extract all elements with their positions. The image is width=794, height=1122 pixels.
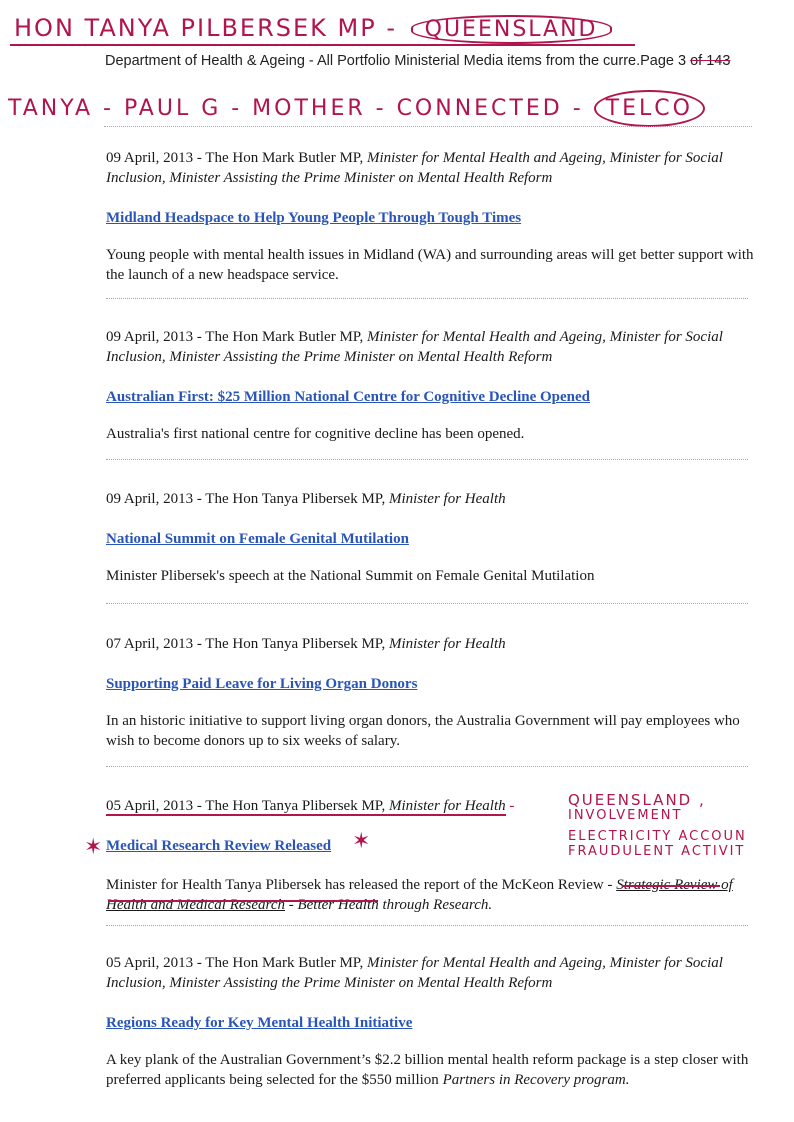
item-description <box>106 1050 756 1090</box>
item-description: Australia's first national centre for cognitive decline has been opened. <box>106 426 525 442</box>
handwritten-side-note <box>568 793 794 859</box>
item-byline-underlined <box>106 798 506 816</box>
handwritten-underline <box>622 885 720 887</box>
item-description: In an historic initiative to support living organ donors, the Australia Government will pay employees who wish to become donors up to six weeks of salary. <box>106 713 740 749</box>
divider <box>106 925 748 926</box>
handwritten-note-text: TANYA - PAUL G - MOTHER - CONNECTED - <box>8 96 584 121</box>
item-description-italic: Partners in Recovery program. <box>442 1072 630 1088</box>
media-item <box>106 148 756 285</box>
item-description-text: A key plank of the Australian Government’s $2.2 billion mental health reform package is a step closer with preferred applicants being selected for the $550 million <box>106 1052 749 1088</box>
media-item <box>106 953 756 1090</box>
item-date-minister: 05 April, 2013 - The Hon Mark Butler MP, <box>106 955 367 971</box>
item-description-text: Minister for Health Tanya Plibersek has released the report of the McKeon Review - <box>106 877 617 893</box>
item-byline <box>106 489 756 509</box>
item-byline <box>106 953 756 993</box>
media-item <box>106 634 756 751</box>
item-byline <box>106 148 756 188</box>
media-item <box>106 327 756 444</box>
item-title-link[interactable]: Supporting Paid Leave for Living Organ Donors <box>106 676 418 692</box>
item-date-minister: 05 April, 2013 - The Hon Tanya Plibersek MP, <box>106 798 389 814</box>
item-byline <box>106 327 756 367</box>
divider <box>106 766 748 767</box>
item-date-minister: 09 April, 2013 - The Hon Mark Butler MP, <box>106 150 367 166</box>
side-note-line: ELECTRICITY ACCOUN <box>568 829 747 844</box>
divider <box>106 298 748 299</box>
item-role: Minister for Mental Health and Ageing, Minister for Social Inclusion, Minister Assisting the Prime Minister on Mental Health Reform <box>106 955 723 991</box>
item-title-link[interactable]: Medical Research Review Released <box>106 838 332 854</box>
divider <box>104 126 752 127</box>
item-title-link[interactable]: Regions Ready for Key Mental Health Initiative <box>106 1015 413 1031</box>
handwritten-underline <box>108 900 378 902</box>
strategic-review-link[interactable]: Strategic Review of Health and Medical Research <box>106 877 733 913</box>
page-header <box>105 53 730 69</box>
side-note-line: FRAUDULENT ACTIVIT <box>568 844 746 859</box>
item-description: Young people with mental health issues in Midland (WA) and surrounding areas will get better support with the launch of a new headspace service. <box>106 247 754 283</box>
item-role: Minister for Health <box>388 798 506 814</box>
circled-telco: TELCO <box>594 90 705 127</box>
item-title-link[interactable]: Midland Headspace to Help Young People Through Tough Times <box>106 210 522 226</box>
item-title-link[interactable]: National Summit on Female Genital Mutilation <box>106 531 409 547</box>
divider <box>106 603 748 604</box>
item-role: Minister for Health <box>388 491 506 507</box>
page-header-struck: of 143 <box>690 53 731 69</box>
side-note-line: QUEENSLAND , <box>568 791 706 809</box>
media-item <box>106 489 756 586</box>
item-date-minister: 09 April, 2013 - The Hon Mark Butler MP, <box>106 329 367 345</box>
item-description: Minister Plibersek's speech at the National Summit on Female Genital Mutilation <box>106 568 595 584</box>
star-annotation-right: ✶ <box>352 829 371 854</box>
item-role: Minister for Mental Health and Ageing, Minister for Social Inclusion, Minister Assisting the Prime Minister on Mental Health Reform <box>106 150 723 186</box>
item-date-minister: 07 April, 2013 - The Hon Tanya Plibersek MP, <box>106 636 389 652</box>
star-annotation-left: ✶ <box>84 835 103 860</box>
item-role: Minister for Mental Health and Ageing, Minister for Social Inclusion, Minister Assisting the Prime Minister on Mental Health Reform <box>106 329 723 365</box>
page-header-text: Department of Health & Ageing - All Portfolio Ministerial Media items from the curre.Page 3 <box>105 53 691 69</box>
item-title-link[interactable]: Australian First: $25 Million National Centre for Cognitive Decline Opened <box>106 389 590 405</box>
divider <box>106 459 748 460</box>
handwritten-underline <box>10 44 635 46</box>
item-role: Minister for Health <box>388 636 506 652</box>
item-description <box>106 875 756 915</box>
handwritten-heading <box>14 14 612 44</box>
handwritten-dash: - <box>509 798 515 814</box>
item-byline <box>106 634 756 654</box>
circled-queensland: QUEENSLAND <box>411 15 612 44</box>
side-note-line: INVOLVEMENT <box>568 808 683 823</box>
handwritten-heading-text: HON TANYA PILBERSEK MP - <box>14 14 397 42</box>
item-date-minister: 09 April, 2013 - The Hon Tanya Plibersek MP, <box>106 491 389 507</box>
item-description-tail: - Better Health through Research. <box>284 897 493 913</box>
handwritten-note-line <box>8 90 705 127</box>
